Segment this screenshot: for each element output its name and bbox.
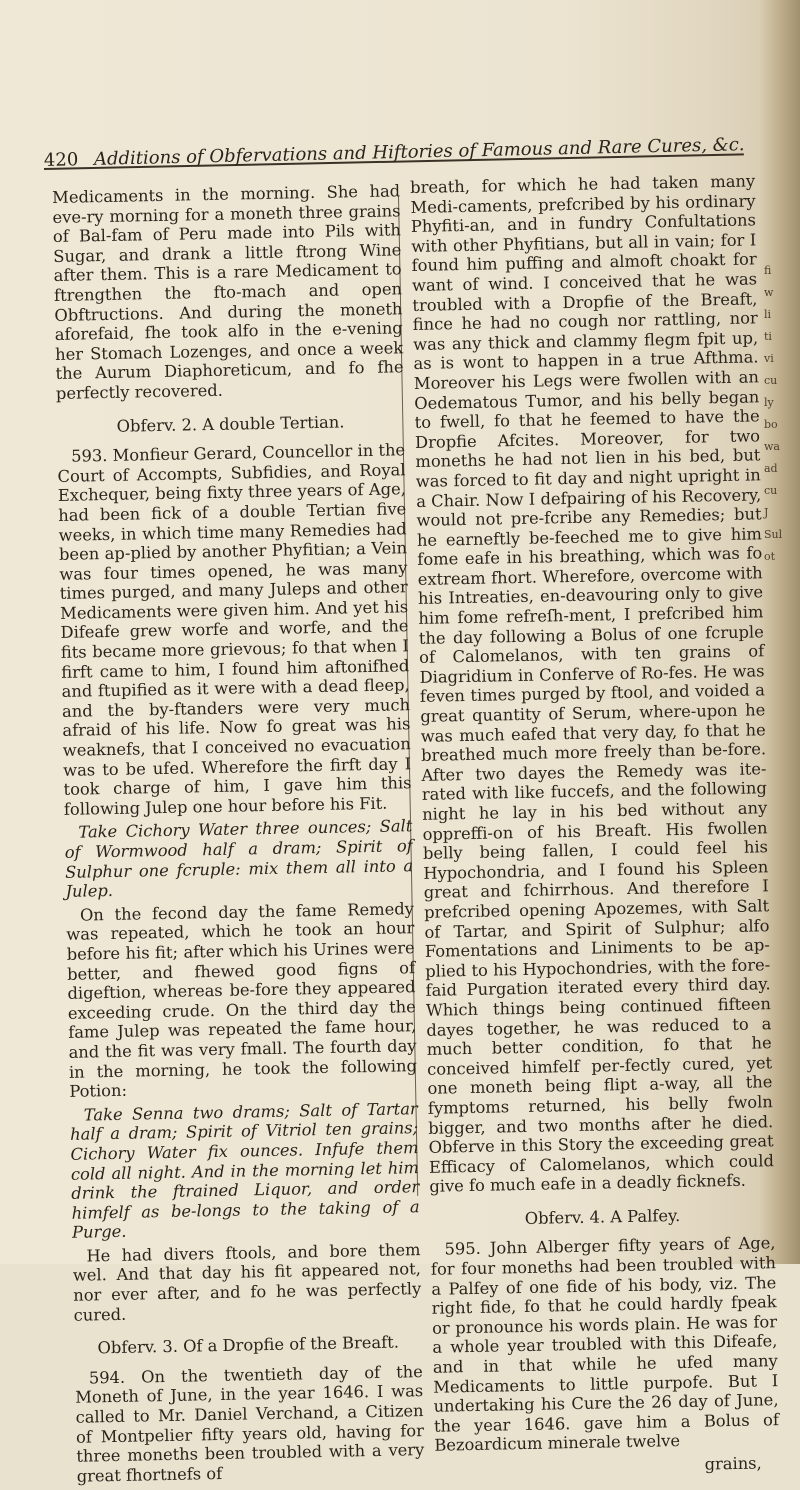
- paragraph: 594. On the twentieth day of the Moneth of June, in the year 1646. I was called to Mr. Daniel Verchand, a Citizen of Montpelier fifty years old, having for three moneths been troubled with a very great fhortnefs of: [75, 1361, 425, 1486]
- margin-fragment: w: [764, 286, 774, 299]
- paragraph: On the fecond day the fame Remedy was repeated, which he took an hour before his fit; after which his Urines were better, and fhewed good figns of digeftion, whereas be-fore they appeared exceeding crude. On the third day the fame Julep was repeated the fame hour, and the fit was very fmall. The fourth day in the morning, he took the following Potion:: [66, 898, 418, 1101]
- margin-fragment: bo: [764, 418, 778, 431]
- running-title: Additions of Obfervations and Hiftories of Famous and Rare Cures, &c.: [93, 134, 745, 170]
- margin-fragment: ti: [764, 330, 772, 343]
- paragraph: He had divers ftools, and bore them wel. And that day his fit appeared not, nor ever after, and fo he was perfectly cured.: [72, 1239, 422, 1325]
- page-number: 420: [43, 149, 79, 171]
- observation-heading: Obferv. 3. Of a Dropfie of the Breaft.: [97, 1332, 400, 1358]
- paragraph: 593. Monfieur Gerard, Councellor in the Court of Accompts, Subfidies, and Royal Exchequer, being fixty three years of Age, had been fick of a double Tertian five weeks, in which time many Remedies had been ap-plied by another Phyfitian; a Vein was four times opened, he was many times purged, and many Juleps and other Medicaments were given him. And yet his Difeafe grew worfe and worfe, and the fits became more grievous; fo that when I firft came to him, I found him aftonifhed and ftupified as it were with a dead fleep, and the by-ftanders were very much afraid of his life. Now fo great was his weaknefs, that I conceived no evacuation was to be ufed. Wherefore the firft day I took charge of him, I gave him this following Julep one hour before his Fit.: [57, 440, 412, 819]
- margin-fragment: fi: [764, 264, 772, 277]
- margin-fragment: ot: [764, 550, 776, 563]
- recipe: Take Senna two drams; Salt of Tartar half a dram; Spirit of Vitriol ten grains; Cichory Water fix ounces. Infufe them cold all night. And in the morning let him drink the ftrained Liquor, and order himfelf as be-longs to the taking of a Purge.: [69, 1098, 420, 1243]
- recipe: Take Cichory Water three ounces; Salt of Wormwood half a dram; Spirit of Sulphur one fcruple: mix them all into a Julep.: [64, 816, 414, 902]
- facing-page-fragments: [764, 260, 794, 568]
- paragraph: Medicaments in the morning. She had eve-ry morning for a moneth three grains of Bal-fam of Peru made into Pils with Sugar, and drank a little ftrong Wine after them. This is a rare Medicament to ftrengthen the fto-mach and open Obftructions. And during the moneth aforefaid, fhe took alfo in the e-vening her Stomach Lozenges, and once a week the Aurum Diaphoreticum, and fo fhe perfectly recovered.: [52, 181, 404, 403]
- observation-heading: Obferv. 2. A double Tertian.: [116, 411, 345, 436]
- left-column: [52, 181, 425, 1490]
- margin-fragment: wa: [764, 440, 780, 453]
- observation-heading: Obferv. 4. A Palfey.: [524, 1205, 681, 1228]
- margin-fragment: J: [764, 506, 769, 519]
- margin-fragment: cu: [764, 484, 778, 497]
- paragraph: breath, for which he had taken many Medi-caments, prefcribed by his ordinary Phyfiti-an, and in fundry Confultations with other Phyfitians, but all in vain; for I found him puffing and almoft choakt for want of wind. I conceived that he was troubled with a Dropfie of the Breaft, fince he had no cough nor rattling, nor was any thick and clammy flegm fpit up, as is wont to happen in a true Afthma. Moreover his Legs were fwollen with an Oedematous Tumor, and his belly began to fwell, fo that he feemed to have the Dropfie Afcites. Moreover, for two moneths he had not lien in his bed, but was forced to fit day and night upright in a Chair. Now I defpairing of his Recovery, would not pre-fcribe any Remedies; but he earneftly be-feeched me to give him fome eafe in his breathing, which was fo extream fhort. Wherefore, overcome with his Intreaties, en-deavouring only to give him fome refreſh-ment, I prefcribed him the day following a Bolus of one fcruple of Calomelanos, with ten grains of Diagridium in Conferve of Ro-fes. He was feven times purged by ftool, and voided a great quantity of Serum, where-upon he was much eafed that very day, fo that he breathed much more freely than be-fore. After two dayes the Remedy was ite-rated with like fuccefs, and the following night he lay in his bed without any oppreffi-on of his Breaft. His fwollen belly being fallen, I could feel his Hypochondria, and I found his Spleen great and fchirrhous. And therefore I prefcribed opening Apozemes, with Salt of Tartar, and Spirit of Sulphur; alfo Fomentations and Liniments to be ap-plied to his Hypochondries, with the fore-faid Purgation iterated every third day. Which things being continued fifteen dayes together, he was reduced to a much better condition, fo that he conceived himfelf per-fectly cured, yet one moneth being flipt a-way, all the fymptoms returned, his belly fwoln bigger, and two months after he died. Obferve in this Story the exceeding great Efficacy of Calomelanos, which could give fo much eafe in a deadly ficknefs.: [410, 171, 775, 1197]
- margin-fragment: Sul: [764, 528, 783, 541]
- margin-fragment: ly: [764, 396, 774, 409]
- margin-fragment: ad: [764, 462, 778, 475]
- paragraph: 595. John Alberger fifty years of Age, for four moneths had been troubled with a Palfey of one fide of his body, viz. The right fide, fo that he could hardly fpeak or pronounce his words plain. He was for a whole year troubled with this Difeafe, and in that while he ufed many Medicaments to little purpofe. But I undertaking his Cure the 26 day of June, the year 1646. gave him a Bolus of Bezoardicum minerale twelve: [430, 1233, 780, 1456]
- margin-fragment: vi: [764, 352, 774, 365]
- catchword: grains,: [704, 1453, 762, 1474]
- right-column: [410, 171, 780, 1483]
- margin-fragment: li: [764, 308, 772, 321]
- margin-fragment: cu: [764, 374, 778, 387]
